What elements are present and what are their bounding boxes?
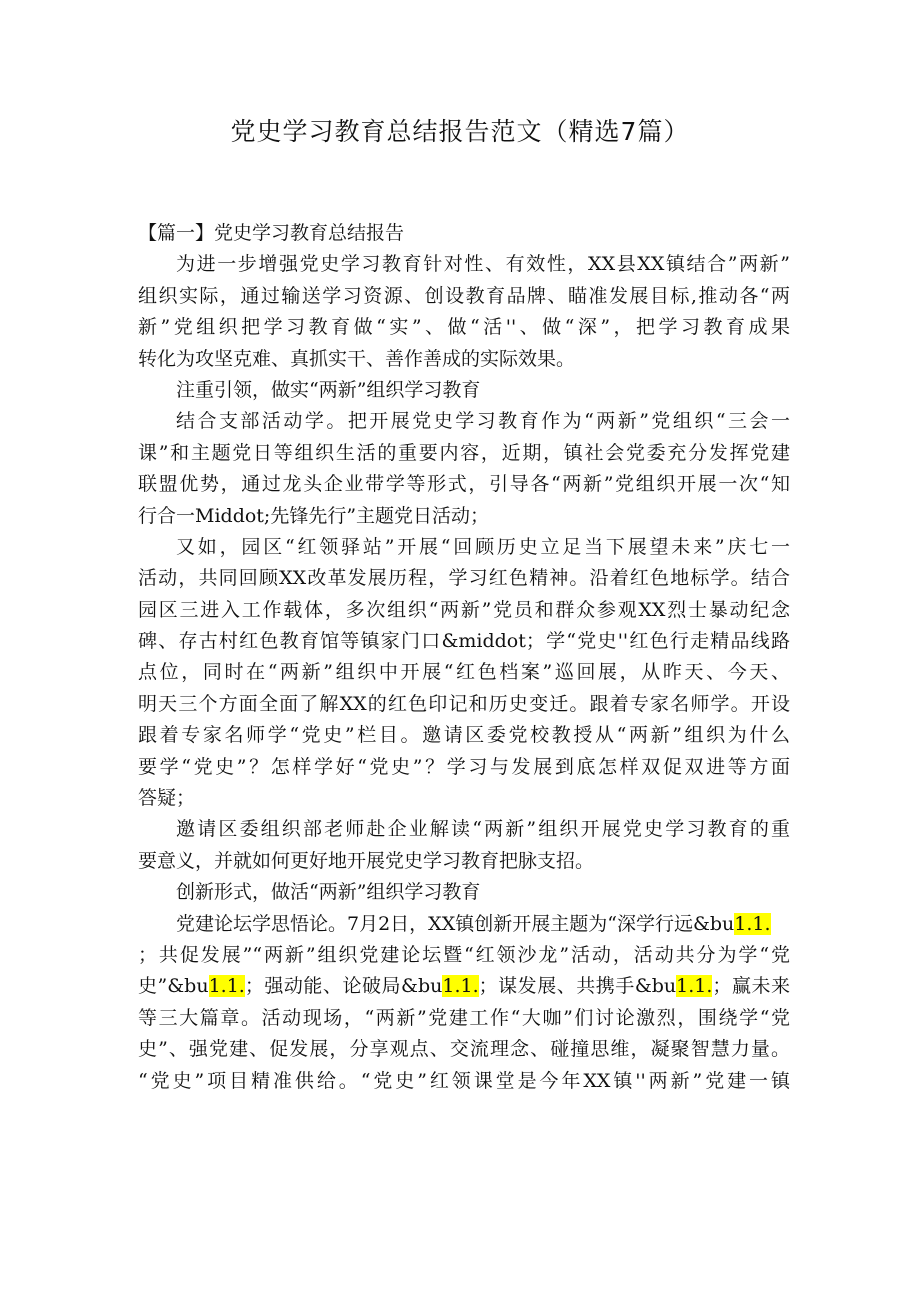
paragraph-line: 园区三进入工作载体，多次组织“两新”党员和群众参观XX烈士暴动纪念 xyxy=(138,598,790,621)
paragraph-line: 组织实际，通过输送学习资源、创设教育品牌、瞄准发展目标,推动各“两 xyxy=(138,284,790,307)
paragraph-line: “党史”项目精准供给。“党史”红领课堂是今年XX镇''两新”党建一镇 xyxy=(138,1069,790,1092)
paragraph-line: 跟着专家名师学“党史”栏目。邀请区委党校教授从“两新”组织为什么 xyxy=(138,724,790,747)
paragraph-line xyxy=(138,971,790,1002)
paragraph-line: 要学“党史”？怎样学好“党史”？学习与发展到底怎样双促双进等方面 xyxy=(138,755,790,778)
paragraph-line: 邀请区委组织部老师赴企业解读“两新”组织开展党史学习教育的重 xyxy=(176,818,790,841)
highlighted-text: 1.1. xyxy=(208,975,245,998)
paragraph-line: 联盟优势，通过龙头企业带学等形式，引导各“两新”党组织开展一次“知 xyxy=(138,473,790,496)
paragraph-line: 转化为攻坚克难、真抓实干、善作善成的实际效果。 xyxy=(138,347,576,370)
document-title: 党史学习教育总结报告范文（精选7篇） xyxy=(230,117,690,146)
paragraph-line: 答疑； xyxy=(138,787,196,810)
line-text: ；谋发展、共携手&bu xyxy=(478,975,677,998)
line-text: 党建论坛学思悟论。7月2日，XX镇创新开展主题为“深学行远&bu xyxy=(176,912,735,935)
paragraph-line: 要意义，并就如何更好地开展党史学习教育把脉支招。 xyxy=(138,849,595,872)
line-text: 史”&bu xyxy=(138,975,209,998)
paragraph-line: 行合一Middot;先锋先行”主题党日活动； xyxy=(138,504,490,527)
highlighted-text: 1.1. xyxy=(676,975,713,998)
subheading: 注重引领，做实“两新”组织学习教育 xyxy=(176,378,481,401)
paragraph-line: 活动，共同回顾XX改革发展历程，学习红色精神。沿着红色地标学。结合 xyxy=(138,567,790,590)
paragraph-line: 课”和主题党日等组织生活的重要内容，近期，镇社会党委充分发挥党建 xyxy=(138,441,790,464)
paragraph-line: 碑、存古村红色教育馆等镇家门口&middot；学“党史''红色行走精品线路 xyxy=(138,630,790,653)
paragraph-line: ；共促发展”“两新”组织党建论坛暨“红领沙龙”活动，活动共分为学“党 xyxy=(138,943,790,966)
paragraph-line xyxy=(138,909,790,940)
paragraph-line: 明天三个方面全面了解XX的红色印记和历史变迁。跟着专家名师学。开设 xyxy=(138,692,790,715)
line-text: ；强动能、论破局&bu xyxy=(244,975,443,998)
line-text: ；赢未来 xyxy=(712,975,791,998)
subheading: 创新形式，做活“两新”组织学习教育 xyxy=(176,881,481,904)
paragraph-line: 等三大篇章。活动现场，“两新”党建工作“大咖”们讨论激烈，围绕学“党 xyxy=(138,1006,790,1029)
paragraph-line: 为进一步增强党史学习教育针对性、有效性，XX县XX镇结合”两新” xyxy=(176,253,790,276)
paragraph-line: 新”党组织把学习教育做“实”、做“活''、做“深”，把学习教育成果 xyxy=(138,316,790,339)
highlighted-text: 1.1. xyxy=(734,912,771,935)
paragraph-line: 又如，园区“红领驿站”开展“回顾历史立足当下展望未来”庆七一 xyxy=(176,535,790,558)
document-body xyxy=(138,218,790,1097)
section-heading: 【篇一】党史学习教育总结报告 xyxy=(138,222,405,244)
highlighted-text: 1.1. xyxy=(442,975,479,998)
paragraph-line: 史”、强党建、促发展，分享观点、交流理念、碰撞思维，凝聚智慧力量。 xyxy=(138,1038,790,1061)
paragraph-line: 点位，同时在“两新”组织中开展“红色档案”巡回展，从昨天、今天、 xyxy=(138,661,790,684)
paragraph-line: 结合支部活动学。把开展党史学习教育作为“两新”党组织“三会一 xyxy=(176,410,790,433)
